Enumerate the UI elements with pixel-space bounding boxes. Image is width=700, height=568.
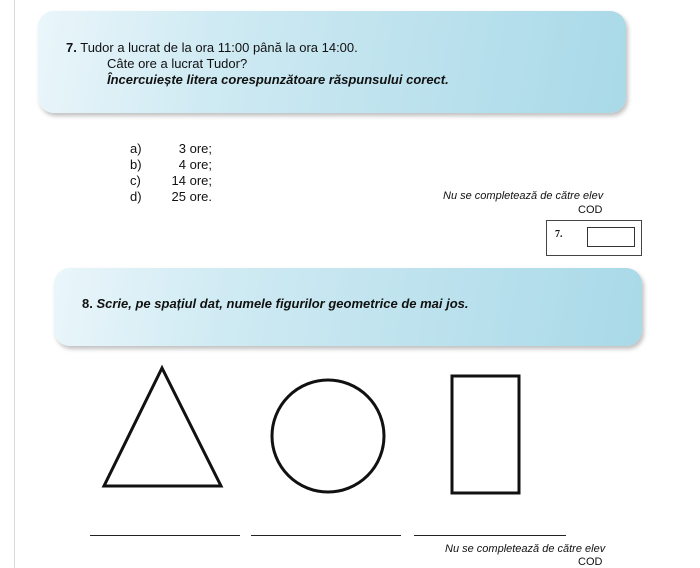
option-unit: ore. — [189, 189, 213, 204]
option-value: 14 — [171, 173, 186, 188]
question-7-statement: Tudor a lucrat de la ora 11:00 până la ora 14:00. — [80, 40, 358, 55]
answer-line-circle[interactable] — [251, 535, 401, 536]
question-7-number: 7. — [66, 40, 77, 55]
code-box-number: 7. — [555, 229, 563, 240]
option-value: 4 — [178, 157, 186, 172]
option-unit: ore; — [189, 157, 213, 172]
question-8-cod-label: COD — [578, 556, 603, 568]
answer-line-rectangle[interactable] — [414, 535, 566, 536]
question-7-question: Câte ore a lucrat Tudor? — [107, 56, 248, 71]
option-unit: ore; — [189, 141, 213, 156]
question-7-instruction: Încercuiește litera corespunzătoare răspunsului corect. — [107, 72, 449, 87]
question-7-cod-label: COD — [578, 204, 603, 216]
option-value: 25 — [171, 189, 186, 204]
option-unit: ore; — [189, 173, 213, 188]
question-8-number: 8. — [82, 296, 93, 311]
question-8-instruction: Scrie, pe spațiul dat, numele figurilor geometrice de mai jos. — [96, 296, 469, 311]
option-value: 3 — [178, 141, 186, 156]
option-letter: d) — [130, 189, 142, 204]
question-7-grading-note: Nu se completează de către elev — [443, 190, 604, 202]
question-8-grading-note: Nu se completează de către elev — [445, 543, 606, 555]
option-letter: b) — [130, 157, 142, 172]
triangle-shape — [104, 368, 221, 486]
option-letter: c) — [130, 173, 141, 188]
rectangle-shape — [452, 376, 519, 493]
circle-shape — [272, 380, 384, 492]
option-letter: a) — [130, 141, 142, 156]
answer-line-triangle[interactable] — [90, 535, 240, 536]
